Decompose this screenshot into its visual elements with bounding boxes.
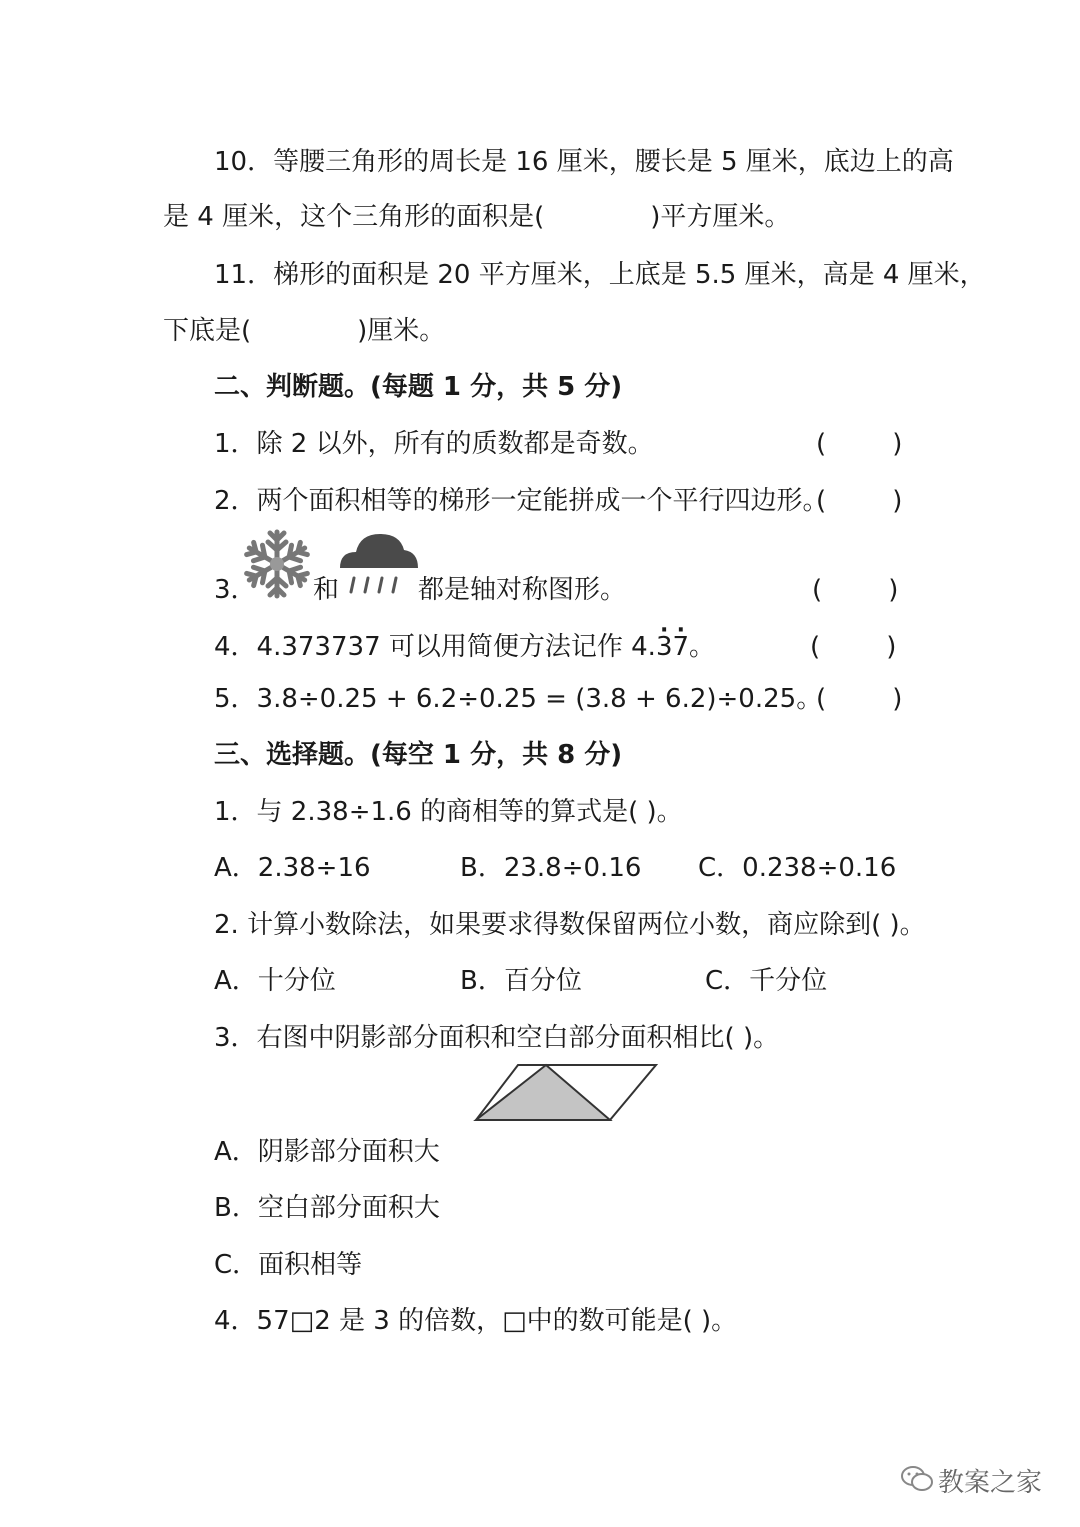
rain-cloud-icon	[338, 528, 420, 600]
judge-q5: 5．3.8÷0.25 + 6.2÷0.25 = (3.8 + 6.2)÷0.25。	[214, 684, 823, 714]
q10-line2-start: 是 4 厘米，这个三角形的面积是(	[163, 202, 545, 232]
judge-q4-end: 。	[689, 632, 716, 662]
judge-q2-answer-paren[interactable]: ( )	[816, 486, 903, 516]
judge-q3-text: 都是轴对称图形。	[418, 575, 627, 605]
parallelogram-figure	[470, 1062, 660, 1124]
judge-q2: 2．两个面积相等的梯形一定能拼成一个平行四边形。	[214, 486, 829, 516]
section2-title: 二、判断题。(每题 1 分，共 5 分)	[214, 372, 623, 402]
choice-q2-option-c[interactable]: C．千分位	[705, 966, 828, 996]
q11-line2-start: 下底是(	[163, 316, 252, 346]
q10-line1: 10．等腰三角形的周长是 16 厘米，腰长是 5 厘米，底边上的高	[214, 147, 954, 177]
choice-q1-option-c[interactable]: C．0.238÷0.16	[698, 853, 897, 883]
judge-q1-answer-paren[interactable]: ( )	[816, 429, 903, 459]
q11-line2-end: )厘米。	[357, 316, 446, 346]
snowflake-icon	[238, 528, 316, 600]
choice-q2-option-b[interactable]: B．百分位	[460, 966, 582, 996]
judge-q4-middle: 37 可以用简便方法记作 4.	[347, 632, 656, 662]
judge-q4-start: 4．4.3737	[214, 632, 348, 662]
judge-q3-answer-paren[interactable]: ( )	[812, 575, 899, 605]
repeating-digit-7: · 7	[673, 630, 690, 664]
choice-q1-option-a[interactable]: A．2.38÷16	[214, 853, 371, 883]
choice-q2: 2. 计算小数除法，如果要求得数保留两位小数，商应除到( )。	[214, 910, 926, 940]
watermark-text: 教案之家	[938, 1468, 1043, 1498]
section3-title: 三、选择题。(每空 1 分，共 8 分)	[214, 740, 623, 770]
choice-q4: 4．57□2 是 3 的倍数，□中的数可能是( )。	[214, 1306, 738, 1336]
judge-q4-answer-paren[interactable]: ( )	[810, 632, 897, 662]
repeating-digit-3: · 3	[656, 630, 673, 664]
judge-q3-and: 和	[313, 575, 340, 605]
choice-q1-option-b[interactable]: B．23.8÷0.16	[460, 853, 642, 883]
wechat-icon	[900, 1464, 934, 1494]
choice-q3: 3．右图中阴影部分面积和空白部分面积相比( )。	[214, 1023, 780, 1053]
q11-line1: 11．梯形的面积是 20 平方厘米，上底是 5.5 厘米，高是 4 厘米，	[214, 260, 986, 290]
judge-q3-number: 3．	[214, 575, 257, 605]
q10-line2-end: )平方厘米。	[650, 202, 791, 232]
choice-q1: 1．与 2.38÷1.6 的商相等的算式是( )。	[214, 797, 683, 827]
choice-q2-option-a[interactable]: A．十分位	[214, 966, 336, 996]
choice-q3-option-c[interactable]: C．面积相等	[214, 1250, 363, 1280]
q11-line2	[163, 314, 445, 348]
choice-q3-option-b[interactable]: B．空白部分面积大	[214, 1193, 440, 1223]
judge-q5-answer-paren[interactable]: ( )	[816, 684, 903, 714]
judge-q4	[214, 630, 715, 664]
choice-q3-option-a[interactable]: A．阴影部分面积大	[214, 1137, 440, 1167]
judge-q1: 1．除 2 以外，所有的质数都是奇数。	[214, 429, 654, 459]
q10-line2	[163, 200, 790, 234]
